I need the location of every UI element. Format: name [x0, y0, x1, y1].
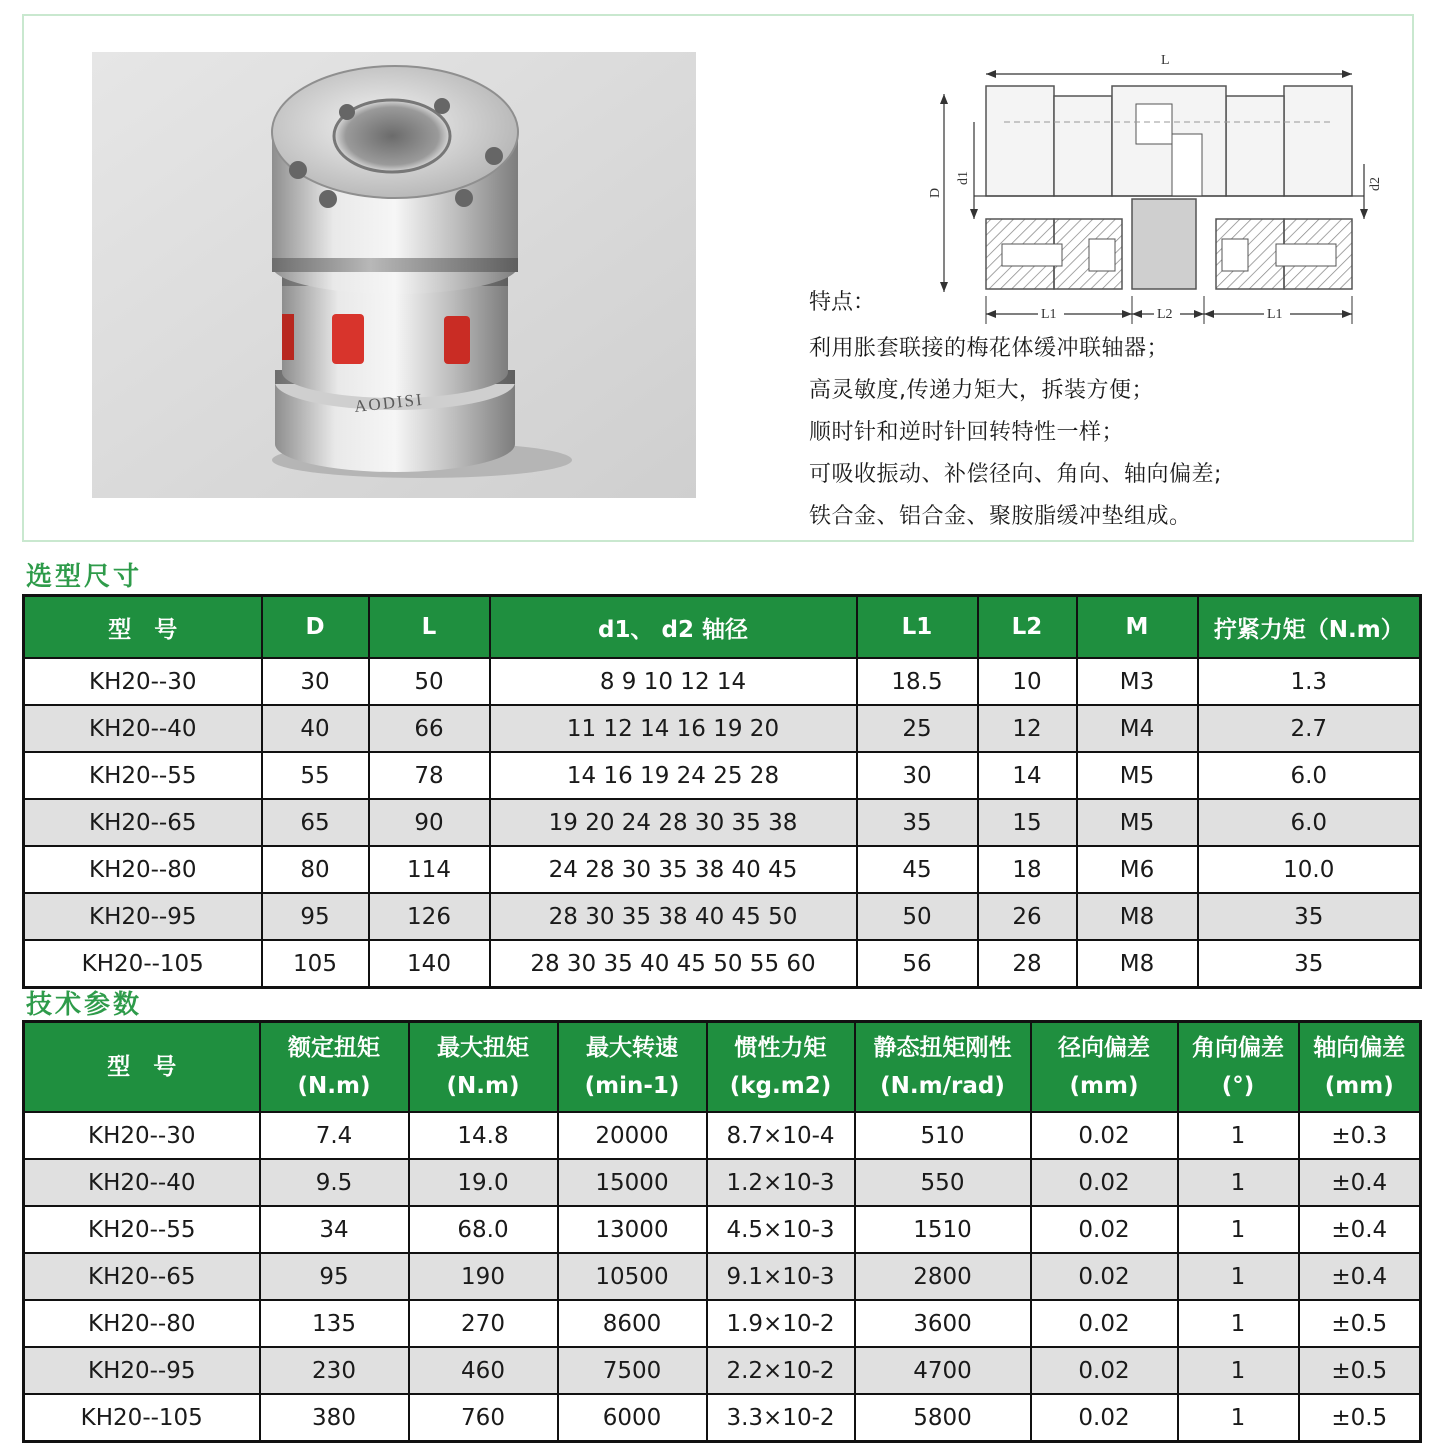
dim-d2-label: d2	[1368, 177, 1383, 191]
dim-D-label: D	[928, 187, 943, 198]
table-cell: 1	[1178, 1159, 1299, 1206]
table-header-row	[24, 1022, 1421, 1113]
col-header-L1: L1	[857, 596, 978, 659]
table-cell: 90	[369, 799, 490, 846]
table-cell: 19.0	[409, 1159, 558, 1206]
features-title: 特点：	[809, 290, 876, 315]
table-cell: M4	[1077, 705, 1198, 752]
feature-item: 可吸收振动、补偿径向、角向、轴向偏差;	[809, 462, 1222, 487]
table-cell: 9.1×10-3	[707, 1253, 855, 1300]
table-cell: 95	[260, 1253, 409, 1300]
table-cell: 1	[1178, 1300, 1299, 1347]
table-cell: 1	[1178, 1347, 1299, 1394]
table-cell: 10500	[558, 1253, 707, 1300]
table-cell: 35	[1198, 893, 1421, 940]
table-cell: 8.7×10-4	[707, 1112, 855, 1159]
table-cell: 56	[857, 940, 978, 988]
table-cell: KH20--105	[24, 940, 262, 988]
table-cell: M6	[1077, 846, 1198, 893]
table-cell: 0.02	[1031, 1300, 1178, 1347]
selection-section-title: 选型尺寸	[26, 562, 143, 592]
col-header-M: M	[1077, 596, 1198, 659]
col-header	[1031, 1022, 1178, 1113]
table-cell: 19 20 24 28 30 35 38	[490, 799, 857, 846]
table-cell: 4.5×10-3	[707, 1206, 855, 1253]
table-header-row	[24, 596, 1421, 659]
feature-item: 高灵敏度,传递力矩大，拆装方便；	[809, 378, 1154, 403]
col-header	[855, 1022, 1031, 1113]
table-cell: 135	[260, 1300, 409, 1347]
table-cell: KH20--80	[24, 846, 262, 893]
technical-section-title: 技术参数	[26, 990, 143, 1020]
col-header-line: 最大扭矩	[437, 1035, 529, 1061]
table-cell: 24 28 30 35 38 40 45	[490, 846, 857, 893]
table-cell: 1	[1178, 1253, 1299, 1300]
table-cell: KH20--65	[24, 1253, 260, 1300]
table-cell: 230	[260, 1347, 409, 1394]
table-cell: 50	[369, 658, 490, 705]
col-header-line: 最大转速	[586, 1035, 678, 1061]
table-cell: 2.2×10-2	[707, 1347, 855, 1394]
col-header-line: (N.m/rad)	[880, 1073, 1005, 1099]
table-cell: 28	[978, 940, 1077, 988]
table-cell: KH20--30	[24, 1112, 260, 1159]
table-cell: 126	[369, 893, 490, 940]
table-cell: KH20--95	[24, 893, 262, 940]
table-cell: ±0.4	[1299, 1159, 1421, 1206]
table-cell: 15000	[558, 1159, 707, 1206]
table-cell: KH20--40	[24, 1159, 260, 1206]
col-header-line: 轴向偏差	[1313, 1035, 1406, 1061]
table-cell: 3600	[855, 1300, 1031, 1347]
table-cell: 28 30 35 40 45 50 55 60	[490, 940, 857, 988]
table-cell: M3	[1077, 658, 1198, 705]
table-cell: M8	[1077, 893, 1198, 940]
table-cell: 1510	[855, 1206, 1031, 1253]
table-cell: ±0.5	[1299, 1300, 1421, 1347]
table-cell: 270	[409, 1300, 558, 1347]
col-header-line: 型 号	[107, 1054, 177, 1080]
table-cell: 25	[857, 705, 978, 752]
col-header	[409, 1022, 558, 1113]
table-cell: 0.02	[1031, 1253, 1178, 1300]
table-cell: 8600	[558, 1300, 707, 1347]
table-cell: 14	[978, 752, 1077, 799]
table-row	[24, 1347, 1421, 1394]
table-row	[24, 1112, 1421, 1159]
col-header-line: (mm)	[1069, 1073, 1139, 1099]
col-header-line: (min-1)	[584, 1073, 680, 1099]
col-header-model: 型 号	[24, 596, 262, 659]
table-cell: 18.5	[857, 658, 978, 705]
col-header-tightening-torque: 拧紧力矩（N.m）	[1198, 596, 1421, 659]
table-cell: 50	[857, 893, 978, 940]
col-header-L: L	[369, 596, 490, 659]
table-cell: 13000	[558, 1206, 707, 1253]
table-cell: 2.7	[1198, 705, 1421, 752]
col-header-line: 静态扭矩刚性	[873, 1035, 1012, 1061]
feature-item: 铁合金、铝合金、聚胺脂缓冲垫组成。	[809, 504, 1192, 529]
table-cell: KH20--40	[24, 705, 262, 752]
table-cell: 0.02	[1031, 1394, 1178, 1442]
table-row	[24, 658, 1421, 705]
col-header	[260, 1022, 409, 1113]
dim-L-label: L	[1161, 53, 1170, 68]
dim-L1-left-label: L1	[1041, 307, 1057, 322]
table-cell: 0.02	[1031, 1159, 1178, 1206]
dim-L1-right-label: L1	[1267, 307, 1283, 322]
table-cell: 10	[978, 658, 1077, 705]
table-row	[24, 1206, 1421, 1253]
table-cell: 1.3	[1198, 658, 1421, 705]
table-cell: 30	[262, 658, 369, 705]
table-cell: 1.2×10-3	[707, 1159, 855, 1206]
table-cell: M8	[1077, 940, 1198, 988]
col-header-line: (N.m)	[297, 1073, 371, 1099]
table-cell: 0.02	[1031, 1347, 1178, 1394]
table-cell: 1	[1178, 1394, 1299, 1442]
table-row	[24, 1394, 1421, 1442]
table-cell: ±0.4	[1299, 1253, 1421, 1300]
table-cell: 28 30 35 38 40 45 50	[490, 893, 857, 940]
col-header-line: 额定扭矩	[288, 1035, 380, 1061]
table-cell: KH20--105	[24, 1394, 260, 1442]
table-row	[24, 799, 1421, 846]
table-cell: KH20--65	[24, 799, 262, 846]
table-cell: 460	[409, 1347, 558, 1394]
table-cell: 114	[369, 846, 490, 893]
table-cell: M5	[1077, 799, 1198, 846]
dim-d1-label: d1	[956, 171, 971, 185]
table-cell: 14.8	[409, 1112, 558, 1159]
table-cell: 4700	[855, 1347, 1031, 1394]
table-cell: 6.0	[1198, 799, 1421, 846]
table-cell: 40	[262, 705, 369, 752]
col-header-shaft-diameter: d1、 d2 轴径	[490, 596, 857, 659]
coupling-photo-illustration	[92, 52, 696, 498]
col-header	[1299, 1022, 1421, 1113]
col-header-L2: L2	[978, 596, 1077, 659]
table-cell: KH20--55	[24, 752, 262, 799]
table-cell: 1.9×10-2	[707, 1300, 855, 1347]
table-cell: 26	[978, 893, 1077, 940]
col-header	[558, 1022, 707, 1113]
feature-item: 顺时针和逆时针回转特性一样；	[809, 420, 1125, 445]
table-cell: 9.5	[260, 1159, 409, 1206]
col-header	[707, 1022, 855, 1113]
table-cell: M5	[1077, 752, 1198, 799]
col-header-line: (N.m)	[446, 1073, 520, 1099]
table-cell: 760	[409, 1394, 558, 1442]
table-cell: 7.4	[260, 1112, 409, 1159]
table-cell: 68.0	[409, 1206, 558, 1253]
table-cell: 80	[262, 846, 369, 893]
table-row	[24, 940, 1421, 988]
table-cell: 0.02	[1031, 1112, 1178, 1159]
table-cell: 12	[978, 705, 1077, 752]
table-row	[24, 705, 1421, 752]
table-cell: 30	[857, 752, 978, 799]
table-cell: ±0.3	[1299, 1112, 1421, 1159]
table-cell: ±0.4	[1299, 1206, 1421, 1253]
table-cell: 140	[369, 940, 490, 988]
table-cell: 550	[855, 1159, 1031, 1206]
table-row	[24, 1253, 1421, 1300]
col-header-line: 惯性力矩	[734, 1035, 827, 1061]
feature-item: 利用胀套联接的梅花体缓冲联轴器；	[809, 336, 1170, 361]
col-header-line: 径向偏差	[1058, 1035, 1150, 1061]
table-row	[24, 893, 1421, 940]
table-cell: 11 12 14 16 19 20	[490, 705, 857, 752]
table-cell: 510	[855, 1112, 1031, 1159]
table-cell: 0.02	[1031, 1206, 1178, 1253]
table-cell: 2800	[855, 1253, 1031, 1300]
table-cell: KH20--80	[24, 1300, 260, 1347]
product-photo	[92, 52, 696, 498]
features-list	[809, 288, 1369, 538]
table-cell: 55	[262, 752, 369, 799]
table-cell: KH20--55	[24, 1206, 260, 1253]
table-cell: 6000	[558, 1394, 707, 1442]
table-cell: 1	[1178, 1206, 1299, 1253]
table-cell: 18	[978, 846, 1077, 893]
table-cell: 3.3×10-2	[707, 1394, 855, 1442]
table-cell: 1	[1178, 1112, 1299, 1159]
col-header	[1178, 1022, 1299, 1113]
table-cell: 65	[262, 799, 369, 846]
table-cell: 5800	[855, 1394, 1031, 1442]
table-cell: 380	[260, 1394, 409, 1442]
table-row	[24, 752, 1421, 799]
dim-L2-label: L2	[1157, 307, 1173, 322]
table-cell: 6.0	[1198, 752, 1421, 799]
table-cell: 14 16 19 24 25 28	[490, 752, 857, 799]
table-row	[24, 1300, 1421, 1347]
brand-engraving: AODISI	[353, 389, 425, 416]
table-cell: 35	[857, 799, 978, 846]
table-cell: 10.0	[1198, 846, 1421, 893]
table-cell: 20000	[558, 1112, 707, 1159]
table-cell: 105	[262, 940, 369, 988]
col-header-line: (kg.m2)	[729, 1073, 832, 1099]
table-cell: 190	[409, 1253, 558, 1300]
table-cell: 34	[260, 1206, 409, 1253]
table-row	[24, 1159, 1421, 1206]
table-row	[24, 846, 1421, 893]
technical-parameters-table	[22, 1020, 1422, 1443]
table-cell: 8 9 10 12 14	[490, 658, 857, 705]
col-header-line: (mm)	[1324, 1073, 1394, 1099]
table-cell: ±0.5	[1299, 1394, 1421, 1442]
table-cell: KH20--95	[24, 1347, 260, 1394]
table-cell: 15	[978, 799, 1077, 846]
table-cell: 78	[369, 752, 490, 799]
table-cell: ±0.5	[1299, 1347, 1421, 1394]
col-header-D: D	[262, 596, 369, 659]
col-header-line: 角向偏差	[1192, 1035, 1284, 1061]
table-cell: 7500	[558, 1347, 707, 1394]
col-header-line: (°)	[1221, 1073, 1255, 1099]
table-cell: 95	[262, 893, 369, 940]
table-cell: 35	[1198, 940, 1421, 988]
table-cell: KH20--30	[24, 658, 262, 705]
table-cell: 45	[857, 846, 978, 893]
table-cell: 66	[369, 705, 490, 752]
selection-dimensions-table	[22, 594, 1422, 989]
col-header	[24, 1022, 260, 1113]
product-overview-panel	[22, 14, 1414, 542]
